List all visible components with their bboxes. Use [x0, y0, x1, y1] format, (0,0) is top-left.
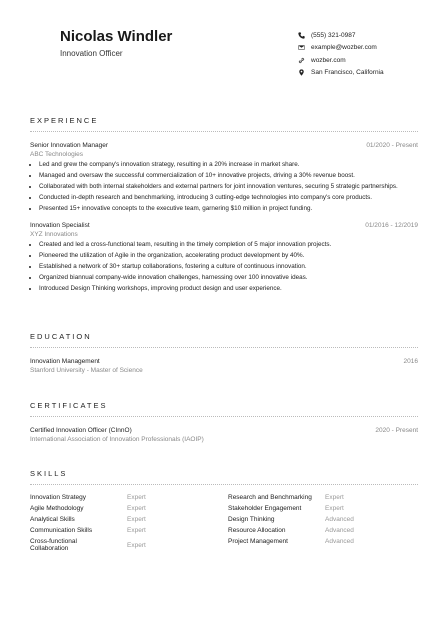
contact-list: [298, 29, 384, 79]
contact-email-text: example@wozber.com: [311, 44, 377, 52]
job-company: ABC Technologies: [30, 151, 83, 158]
skill-level: Advanced: [325, 527, 354, 534]
job-bullet: • Led and grew the company's innovation strategy, resulting in a 20% increase in market share.: [39, 161, 418, 170]
skill-level: Expert: [325, 494, 344, 501]
education-title: EDUCATION: [30, 332, 418, 348]
job-bullet: • Created and led a cross-functional team, resulting in the timely completion of 5 major innovation projects.: [39, 241, 418, 250]
contact-phone: [298, 29, 384, 42]
job-bullet: • Managed and oversaw the successful commercialization of 10+ innovative projects, driving a 30% revenue boost.: [39, 172, 418, 181]
skill-name: Research and Benchmarking: [228, 494, 312, 501]
location-icon: [298, 69, 305, 76]
skill-level: Expert: [127, 505, 146, 512]
skill-level: Expert: [127, 541, 146, 549]
skill-level: Advanced: [325, 516, 354, 523]
job-date: 01/2016 - 12/2019: [365, 221, 418, 229]
contact-website: [298, 54, 384, 67]
resume-header: [30, 0, 418, 100]
job-position: Innovation Specialist: [30, 221, 90, 229]
job-header: [30, 142, 418, 149]
job-bullet: • Conducted in-depth research and benchmarking, introducing 3 cutting-edge technologies into company's core products.: [39, 194, 418, 203]
job-company: XYZ Innovations: [30, 230, 78, 238]
education-school: Stanford University - Master of Science: [30, 367, 143, 374]
skill-name: Innovation Strategy: [30, 494, 87, 501]
contact-email: [298, 42, 384, 55]
education-section: [30, 332, 418, 374]
job-entry: [30, 142, 418, 214]
job-bullet: • Pioneered the utilization of Agile in the organization, accelerating product development by 40%.: [39, 252, 418, 261]
education-field: Innovation Management: [30, 358, 100, 365]
certificates-title: CERTIFICATES: [30, 401, 418, 417]
skill-name: Analytical Skills: [30, 516, 75, 523]
job-position: Senior Innovation Manager: [30, 142, 109, 149]
job-header: [30, 222, 418, 229]
job-bullets: [30, 241, 418, 294]
skill-name: Stakeholder Engagement: [228, 505, 302, 512]
certificates-section: [30, 401, 418, 443]
job-bullet: • Established a network of 30+ startup collaborations, fostering a culture of continuous innovation.: [39, 263, 418, 272]
candidate-name: Nicolas Windler: [60, 28, 173, 45]
experience-title: EXPERIENCE: [30, 116, 418, 132]
experience-section: [30, 116, 418, 296]
skill-name: Cross-functional Collaboration: [30, 538, 77, 552]
certificate-issuer: International Association of Innovation Professionals (IAOIP): [30, 436, 204, 443]
email-icon: [298, 44, 305, 51]
skills-section: [30, 469, 418, 552]
job-bullet: • Collaborated with both internal stakeholders and external partners for joint innovation ventures, securing 5 strategic partnerships.: [39, 183, 418, 192]
certificate-header: [30, 427, 418, 434]
skill-name: Project Management: [228, 538, 288, 545]
skill-level: Advanced: [325, 538, 354, 545]
skill-level: Expert: [127, 516, 146, 523]
skills-grid: [30, 494, 418, 552]
job-bullet: • Presented 15+ innovative concepts to the executive team, garnering $10 million in project funding.: [39, 205, 418, 214]
certificate-date: 2020 - Present: [375, 427, 418, 434]
contact-location: [298, 67, 384, 80]
contact-website-text: wozber.com: [311, 56, 346, 64]
job-date: 01/2020 - Present: [366, 142, 418, 149]
education-header: [30, 358, 418, 365]
skill-level: Expert: [127, 494, 146, 501]
skills-title: SKILLS: [30, 469, 418, 485]
job-entry: [30, 222, 418, 294]
skill-name: Communication Skills: [30, 527, 93, 534]
job-bullets: [30, 161, 418, 214]
skill-name: Design Thinking: [228, 516, 275, 523]
skill-name: Resource Allocation: [228, 527, 286, 534]
job-bullet: • Introduced Design Thinking workshops, improving product design and user experience.: [39, 285, 418, 294]
job-bullet: • Organized biannual company-wide innovation challenges, harnessing over 100 innovative ideas.: [39, 274, 418, 283]
education-date: 2016: [403, 358, 418, 365]
skill-level: Expert: [325, 505, 344, 512]
link-icon: [298, 57, 305, 64]
phone-icon: [298, 32, 305, 39]
candidate-role: Innovation Officer: [60, 49, 123, 58]
certificate-name: Certified Innovation Officer (CInnO): [30, 427, 132, 434]
skill-name: Agile Methodology: [30, 505, 84, 512]
contact-phone-text: (555) 321-0987: [311, 31, 356, 39]
skill-level: Expert: [127, 527, 146, 534]
contact-location-text: San Francisco, California: [311, 69, 384, 77]
